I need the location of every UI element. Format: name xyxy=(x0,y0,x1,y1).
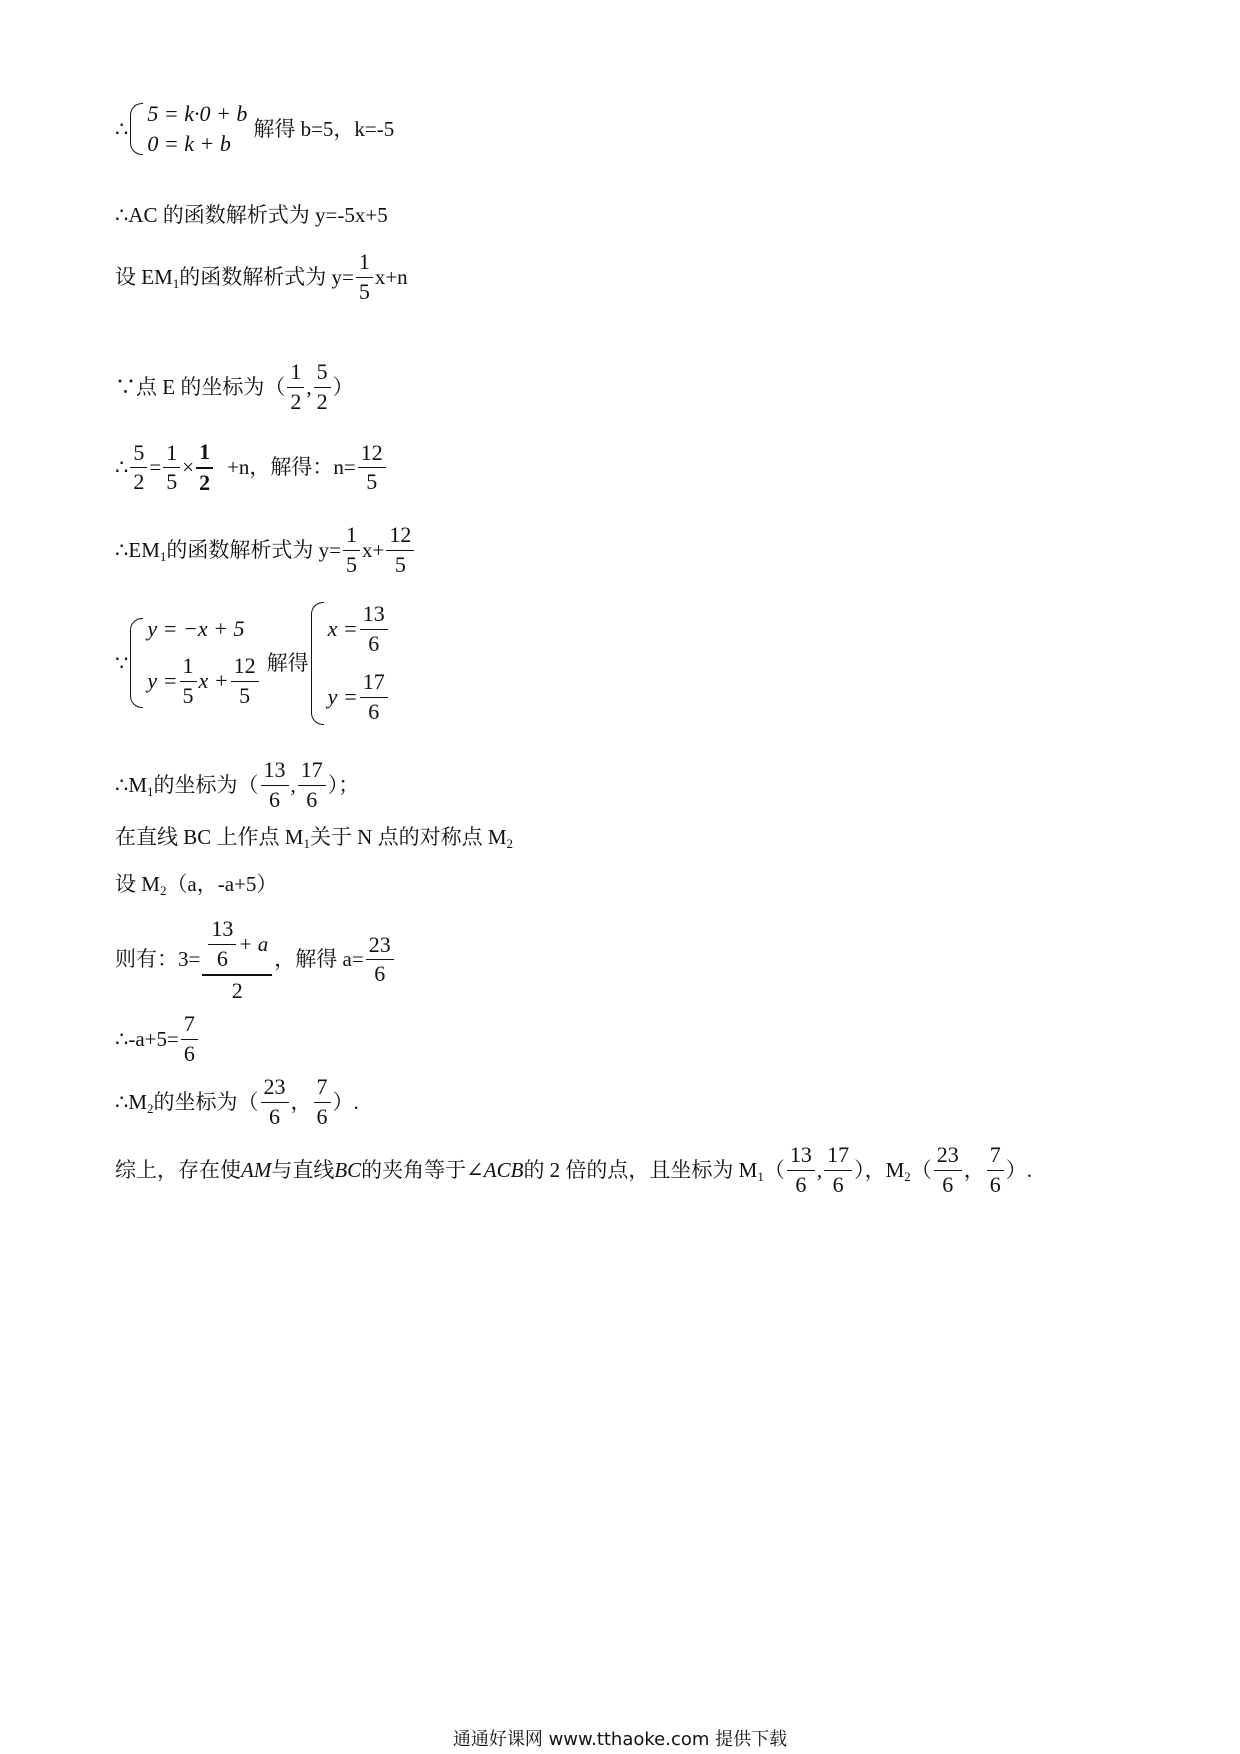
text-segment: 则有：3= xyxy=(115,947,201,972)
text-segment: （ xyxy=(763,1157,785,1182)
subscript: 1 xyxy=(159,548,167,564)
text-segment: x+n xyxy=(374,264,408,289)
text-segment: ）. xyxy=(332,1089,359,1114)
text-segment: 的函数解析式为 y= xyxy=(179,264,354,289)
fraction: $\frac{7}{6}$ xyxy=(181,1012,198,1066)
fraction: $\frac{12}{5}$ xyxy=(358,441,386,495)
fraction: $\frac{13}{6}$ xyxy=(787,1143,815,1197)
text-segment: ∴M xyxy=(115,772,148,797)
system-equation-1: 5 = k·0 + b xyxy=(147,101,248,126)
therefore-symbol: ∴ xyxy=(115,116,129,141)
line-m2-coordinates xyxy=(115,1075,359,1129)
system-equation-1: y = −x + 5 xyxy=(147,616,245,642)
line-set-m2 xyxy=(115,872,278,898)
solution-system xyxy=(311,602,390,725)
text-segment: 综上，存在使 xyxy=(115,1157,241,1182)
text-segment: 与直线 xyxy=(271,1157,335,1182)
text-segment: , xyxy=(816,1157,823,1182)
subscript: 2 xyxy=(147,1100,154,1116)
subscript: 1 xyxy=(172,275,180,291)
text-segment: ∴EM xyxy=(115,537,160,562)
text-segment: 关于 N 点的对称点 M xyxy=(309,825,507,849)
line-m1-coordinates xyxy=(115,758,359,812)
text-segment: ）； xyxy=(327,772,360,797)
solution-text: 解得 b=5，k=-5 xyxy=(253,116,395,141)
fraction: $\frac{13}{6}$ xyxy=(261,758,289,812)
line-point-e xyxy=(115,360,354,414)
text-segment: × xyxy=(182,455,195,480)
text-segment: （a，-a+5） xyxy=(166,872,278,896)
text-segment: （ xyxy=(910,1157,932,1182)
line-intersection-system xyxy=(115,602,396,725)
left-brace xyxy=(130,618,143,708)
fraction: $\frac{5}{2}$ xyxy=(314,360,331,414)
system-equation-2: 0 = k + b xyxy=(147,131,231,156)
text-segment: ， xyxy=(290,1089,312,1114)
text-segment: , xyxy=(290,772,296,797)
fraction: $\frac{1}{5}$ xyxy=(343,523,360,577)
compound-fraction: $\frac{13}{6}$ + a 2 xyxy=(202,917,272,1002)
fraction: $\frac{23}{6}$ xyxy=(261,1075,289,1129)
text-segment: , xyxy=(306,374,312,399)
line-m2-y xyxy=(115,1012,200,1066)
fraction: $\frac{12}{5}$ xyxy=(386,523,414,577)
fraction: $\frac{17}{6}$ xyxy=(824,1143,852,1197)
fraction: $\frac{23}{6}$ xyxy=(934,1143,962,1197)
fraction: $\frac{1}{5}$ xyxy=(163,441,180,495)
line-em1-function xyxy=(115,523,416,577)
fraction: $\frac{17}{6}$ xyxy=(360,670,388,724)
line-conclusion xyxy=(115,1143,1032,1197)
text-segment: +n，解得：n= xyxy=(227,455,356,480)
text-segment: ） xyxy=(332,374,354,399)
math-am: AM xyxy=(241,1157,272,1182)
fraction: $\frac{7}{6}$ xyxy=(314,1075,331,1129)
fraction: $\frac{7}{6}$ xyxy=(987,1143,1004,1197)
left-brace xyxy=(311,602,324,725)
line-em1-setup xyxy=(115,250,408,304)
fraction: $\frac{12}{5}$ xyxy=(231,654,259,708)
text-segment: ）. xyxy=(1005,1157,1033,1182)
text-segment: 设 EM xyxy=(115,264,173,289)
text-segment: = xyxy=(149,455,162,480)
text-segment: 的夹角等于 xyxy=(361,1157,467,1182)
text-segment: 的坐标为（ xyxy=(153,772,259,797)
subscript: 2 xyxy=(904,1168,911,1184)
line-ac-function xyxy=(115,205,388,226)
line-solve-n xyxy=(115,440,388,495)
page-footer: 通通好课网 www.tthaoke.com 提供下载 xyxy=(452,1729,788,1750)
line-symmetric-point xyxy=(115,825,514,851)
subscript: 2 xyxy=(506,836,514,851)
subscript: 2 xyxy=(159,883,167,898)
fraction: $\frac{1}{2}$ xyxy=(196,440,213,495)
text-segment: 的 2 倍的点，且坐标为 M xyxy=(523,1157,758,1182)
math-bc: BC xyxy=(334,1157,362,1182)
fraction: $\frac{13}{6}$ xyxy=(360,602,388,656)
left-brace xyxy=(130,103,143,155)
solution-y: y = $\frac{17}{6}$ xyxy=(328,670,390,724)
fraction: $\frac{1}{5}$ xyxy=(356,250,373,304)
equation-system xyxy=(130,618,260,708)
text-segment: ∴-a+5= xyxy=(115,1026,179,1051)
fraction: $\frac{17}{6}$ xyxy=(298,758,326,812)
system-equation-2: y = $\frac{1}{5}$ x + $\frac{12}{5}$ xyxy=(147,654,260,708)
equation-system xyxy=(130,103,247,155)
text-segment: 在直线 BC 上作点 M xyxy=(115,825,304,849)
text-segment: x+ xyxy=(361,537,385,562)
line-solve-kb xyxy=(115,103,394,155)
fraction: $\frac{1}{2}$ xyxy=(287,360,304,414)
fraction: $\frac{23}{6}$ xyxy=(366,933,394,987)
because-symbol: ∵ xyxy=(115,650,129,675)
line-solve-a xyxy=(115,917,396,1002)
ac-function-text: ∴AC 的函数解析式为 y=-5x+5 xyxy=(115,203,388,227)
subscript: 1 xyxy=(303,836,310,851)
text-segment: 的坐标为（ xyxy=(153,1089,259,1114)
fraction: $\frac{5}{2}$ xyxy=(130,441,147,495)
text-segment: ∵点 E 的坐标为（ xyxy=(115,374,286,399)
solution-text: 解得 xyxy=(266,650,309,675)
fraction: $\frac{13}{6}$ xyxy=(208,917,236,971)
solution-x: x = $\frac{13}{6}$ xyxy=(328,602,390,656)
fraction: $\frac{1}{5}$ xyxy=(180,654,197,708)
text-segment: ∴M xyxy=(115,1089,148,1114)
text-segment: ），M xyxy=(854,1157,905,1182)
text-segment: ∴ xyxy=(115,455,129,480)
math-angle-acb: ∠ACB xyxy=(466,1157,524,1182)
text-segment: ， xyxy=(963,1157,985,1182)
text-segment: ，解得 a= xyxy=(274,947,364,972)
text-segment: 的函数解析式为 y= xyxy=(166,537,341,562)
text-segment: 设 M xyxy=(115,872,160,896)
subscript: 1 xyxy=(757,1168,764,1184)
subscript: 1 xyxy=(147,783,154,799)
